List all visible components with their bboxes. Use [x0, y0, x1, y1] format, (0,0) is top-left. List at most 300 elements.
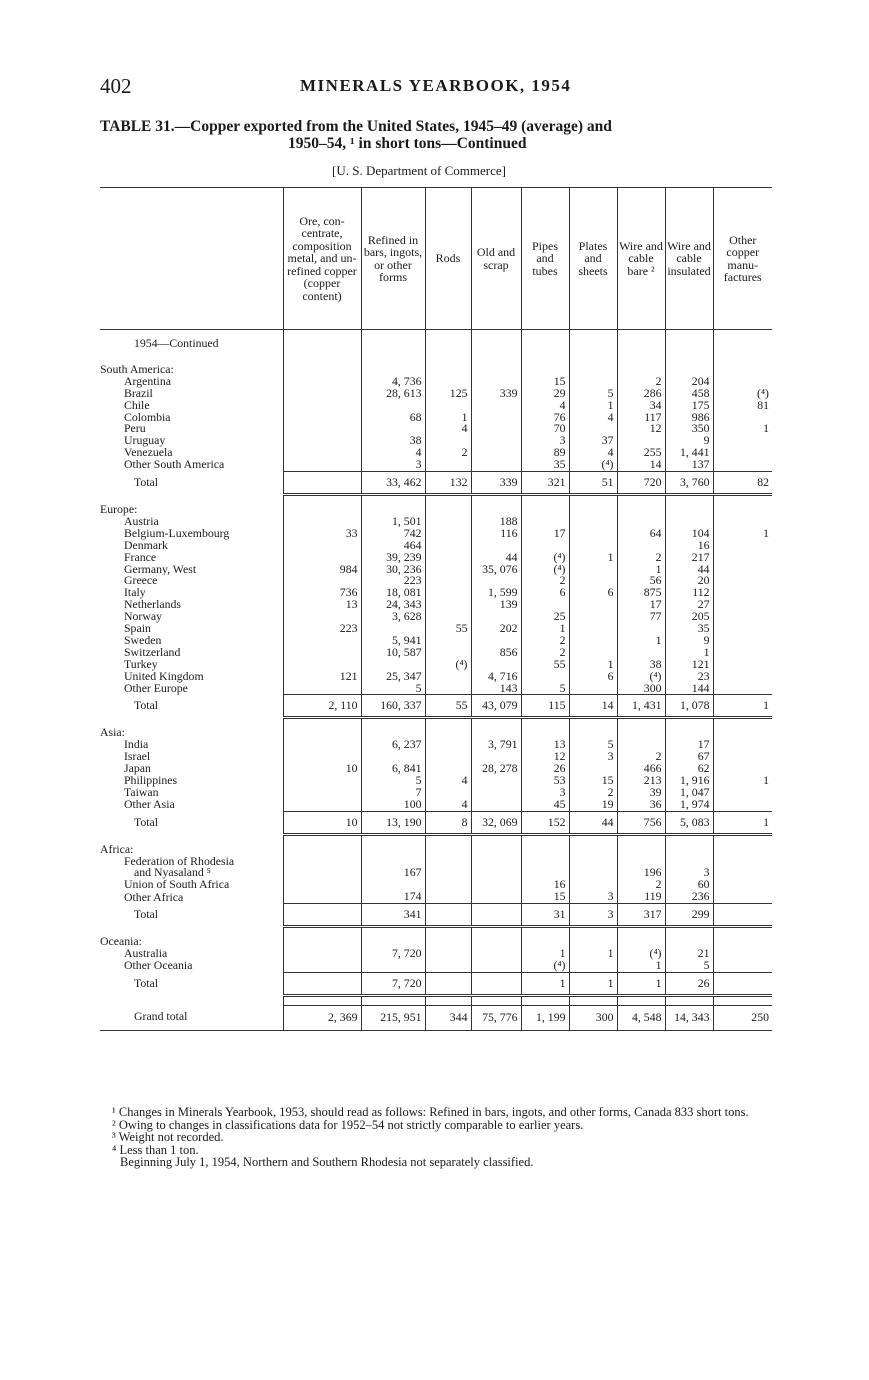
data-cell: 1, 599: [471, 587, 521, 599]
data-cell: [569, 540, 617, 552]
total-cell: [425, 972, 471, 995]
data-cell: 9: [665, 635, 713, 647]
column-header-plates-sheets: Plates and sheets: [569, 188, 617, 330]
data-cell: [425, 540, 471, 552]
data-cell: 202: [471, 623, 521, 635]
region-heading: Asia:: [100, 727, 125, 740]
data-cell: 121: [665, 659, 713, 671]
table-row: [100, 516, 772, 528]
data-cell: 2: [521, 635, 569, 647]
data-cell: [425, 683, 471, 695]
data-cell: [713, 376, 772, 388]
table-row: [100, 376, 772, 388]
data-cell: 5: [665, 960, 713, 972]
data-cell: [425, 739, 471, 751]
data-cell: 1, 916: [665, 775, 713, 787]
data-cell: 6: [569, 587, 617, 599]
grand-total-label: Grand total: [100, 1005, 283, 1030]
data-cell: [425, 575, 471, 587]
data-cell: 464: [361, 540, 425, 552]
data-cell: [361, 400, 425, 412]
grand-total-cell: 2, 369: [283, 1005, 361, 1030]
empty-cell: [521, 364, 569, 376]
data-cell: [521, 867, 569, 879]
table-row: [100, 575, 772, 587]
data-cell: [283, 775, 361, 787]
table-row: [100, 787, 772, 799]
spacer-cell: [361, 350, 425, 364]
data-cell: 64: [617, 528, 665, 540]
empty-cell: [713, 844, 772, 856]
data-cell: 28, 278: [471, 763, 521, 775]
table-row: [100, 435, 772, 447]
data-cell: [569, 763, 617, 775]
data-cell: 26: [521, 763, 569, 775]
data-cell: 3, 628: [361, 611, 425, 623]
data-cell: (⁴): [713, 388, 772, 400]
data-cell: [283, 423, 361, 435]
data-cell: (⁴): [569, 459, 617, 471]
data-cell: [471, 459, 521, 471]
data-cell: [425, 856, 471, 868]
data-cell: 45: [521, 799, 569, 811]
table-row: [100, 400, 772, 412]
empty-cell: [361, 338, 425, 350]
spacer-cell: [471, 995, 521, 1005]
table-row: [100, 459, 772, 471]
total-cell: 7, 720: [361, 972, 425, 995]
spacer-cell: [283, 995, 361, 1005]
table-row: [100, 564, 772, 576]
table-row: [100, 528, 772, 540]
table-row: [100, 739, 772, 751]
data-cell: 139: [471, 599, 521, 611]
spacer-cell: [617, 718, 665, 728]
spacer-cell: [361, 995, 425, 1005]
table-row: [100, 611, 772, 623]
data-cell: 15: [521, 376, 569, 388]
spacer-cell: [569, 927, 617, 937]
data-cell: [471, 540, 521, 552]
total-label: Total: [134, 814, 159, 829]
spacer-cell: [425, 927, 471, 937]
total-cell: 720: [617, 472, 665, 495]
data-cell: [283, 867, 361, 879]
spacer-cell: [569, 330, 617, 339]
table-row: [100, 540, 772, 552]
table-row: [100, 891, 772, 903]
total-cell: 3, 760: [665, 472, 713, 495]
data-cell: [569, 575, 617, 587]
country-label: Sweden: [124, 634, 162, 647]
data-cell: (⁴): [521, 552, 569, 564]
data-cell: 16: [521, 879, 569, 891]
spacer-cell: [713, 927, 772, 937]
data-cell: 4: [569, 412, 617, 424]
spacer-cell: [569, 718, 617, 728]
table-row: [100, 623, 772, 635]
spacer-cell: [100, 834, 283, 844]
total-cell: 32, 069: [471, 811, 521, 834]
data-cell: [713, 948, 772, 960]
total-cell: 317: [617, 904, 665, 927]
total-cell: 115: [521, 695, 569, 718]
data-cell: 205: [665, 611, 713, 623]
data-cell: [283, 552, 361, 564]
empty-cell: [569, 338, 617, 350]
data-cell: [361, 623, 425, 635]
data-cell: [283, 388, 361, 400]
data-cell: 68: [361, 412, 425, 424]
data-cell: 10: [283, 763, 361, 775]
data-cell: 2: [521, 647, 569, 659]
data-cell: 62: [665, 763, 713, 775]
table-row: [100, 799, 772, 811]
table-row: [100, 948, 772, 960]
data-cell: [713, 763, 772, 775]
data-cell: 1, 501: [361, 516, 425, 528]
section-heading-row: [100, 338, 772, 350]
data-cell: [471, 659, 521, 671]
data-cell: 2: [617, 552, 665, 564]
data-cell: [361, 856, 425, 868]
data-cell: 1: [617, 564, 665, 576]
empty-cell: [283, 338, 361, 350]
region-heading-row: [100, 364, 772, 376]
country-label: Norway: [124, 611, 163, 624]
page-number: 402: [100, 74, 132, 98]
data-cell: 286: [617, 388, 665, 400]
data-cell: 2: [617, 376, 665, 388]
spacer-cell: [617, 330, 665, 339]
data-cell: [569, 683, 617, 695]
data-cell: [425, 948, 471, 960]
grand-total-cell: 250: [713, 1005, 772, 1030]
total-cell: 1: [521, 972, 569, 995]
data-cell: 77: [617, 611, 665, 623]
data-cell: [471, 611, 521, 623]
data-cell: (⁴): [617, 671, 665, 683]
data-cell: [361, 960, 425, 972]
country-label: Philippines: [124, 775, 178, 787]
spacer-cell: [521, 927, 569, 937]
data-cell: 10, 587: [361, 647, 425, 659]
data-cell: [713, 647, 772, 659]
data-cell: [425, 564, 471, 576]
spacer-cell: [471, 494, 521, 504]
spacer-cell: [100, 927, 283, 937]
data-cell: (⁴): [425, 659, 471, 671]
data-cell: 35, 076: [471, 564, 521, 576]
data-cell: [713, 671, 772, 683]
spacer-cell: [361, 927, 425, 937]
region-heading-row: [100, 936, 772, 948]
total-cell: [713, 904, 772, 927]
data-cell: [425, 647, 471, 659]
data-cell: 121: [283, 671, 361, 683]
data-cell: 2: [425, 447, 471, 459]
data-cell: [713, 599, 772, 611]
data-cell: 15: [521, 891, 569, 903]
country-label: Denmark: [124, 539, 168, 552]
data-cell: 196: [617, 867, 665, 879]
data-cell: [617, 516, 665, 528]
data-cell: 986: [665, 412, 713, 424]
data-cell: [713, 552, 772, 564]
spacer-cell: [100, 995, 283, 1005]
empty-cell: [425, 364, 471, 376]
data-cell: 20: [665, 575, 713, 587]
data-cell: [425, 435, 471, 447]
spacer-row: [100, 494, 772, 504]
total-cell: 339: [471, 472, 521, 495]
total-label: Total: [134, 907, 159, 922]
table-row: [100, 388, 772, 400]
empty-cell: [569, 504, 617, 516]
country-label: Chile: [124, 399, 150, 412]
data-cell: 4: [425, 423, 471, 435]
data-cell: [425, 599, 471, 611]
table-row: [100, 960, 772, 972]
data-cell: [569, 564, 617, 576]
total-cell: [471, 904, 521, 927]
data-cell: 3: [569, 891, 617, 903]
data-cell: 27: [665, 599, 713, 611]
data-cell: (⁴): [521, 564, 569, 576]
spacer-row: [100, 995, 772, 1005]
data-cell: [283, 787, 361, 799]
data-cell: 1: [521, 623, 569, 635]
spacer-cell: [617, 494, 665, 504]
data-cell: [521, 540, 569, 552]
data-cell: 3, 791: [471, 739, 521, 751]
empty-cell: [617, 364, 665, 376]
empty-cell: [521, 338, 569, 350]
footnote-1: ¹ Changes in Minerals Yearbook, 1953, should read as follows: Refined in bars, ingots, and other forms, Canada 833 short tons.: [112, 1105, 749, 1119]
data-cell: 6, 841: [361, 763, 425, 775]
spacer-cell: [569, 350, 617, 364]
data-cell: [713, 611, 772, 623]
spacer-cell: [361, 834, 425, 844]
data-cell: 2: [617, 879, 665, 891]
data-cell: 736: [283, 587, 361, 599]
empty-cell: [283, 364, 361, 376]
grand-total-cell: 215, 951: [361, 1005, 425, 1030]
data-cell: [283, 435, 361, 447]
spacer-cell: [471, 718, 521, 728]
spacer-cell: [569, 834, 617, 844]
data-cell: 15: [569, 775, 617, 787]
data-cell: 2: [617, 751, 665, 763]
empty-cell: [361, 364, 425, 376]
data-cell: [425, 376, 471, 388]
data-cell: 4, 736: [361, 376, 425, 388]
data-cell: [569, 516, 617, 528]
table-row: [100, 412, 772, 424]
spacer-cell: [569, 995, 617, 1005]
data-cell: [283, 400, 361, 412]
data-cell: [425, 960, 471, 972]
data-cell: [713, 867, 772, 879]
data-cell: 4: [425, 775, 471, 787]
data-cell: 1: [569, 552, 617, 564]
data-cell: 53: [521, 775, 569, 787]
total-label: Total: [134, 698, 159, 713]
total-row: [100, 472, 772, 495]
data-cell: 35: [665, 623, 713, 635]
empty-cell: [471, 504, 521, 516]
data-cell: [283, 647, 361, 659]
table-source: [U. S. Department of Commerce]: [332, 163, 507, 178]
data-cell: 24, 343: [361, 599, 425, 611]
empty-cell: [283, 936, 361, 948]
spacer-cell: [665, 718, 713, 728]
table-row: [100, 775, 772, 787]
total-cell: [283, 904, 361, 927]
empty-cell: [713, 504, 772, 516]
data-cell: [361, 659, 425, 671]
data-cell: [617, 623, 665, 635]
data-cell: [425, 879, 471, 891]
data-cell: 5: [521, 683, 569, 695]
data-cell: 9: [665, 435, 713, 447]
data-cell: [713, 751, 772, 763]
empty-cell: [425, 844, 471, 856]
data-cell: [471, 787, 521, 799]
data-cell: 100: [361, 799, 425, 811]
data-cell: [713, 412, 772, 424]
data-cell: [713, 960, 772, 972]
data-cell: [283, 856, 361, 868]
data-cell: 12: [521, 751, 569, 763]
data-cell: 17: [521, 528, 569, 540]
country-label: Italy: [124, 587, 146, 600]
country-label: Uruguay: [124, 435, 166, 448]
empty-cell: [569, 844, 617, 856]
country-label: Other South America: [124, 459, 225, 472]
total-cell: [713, 972, 772, 995]
copper-exports-table: [100, 187, 772, 1031]
spacer-cell: [665, 330, 713, 339]
data-cell: [665, 516, 713, 528]
spacer-cell: [569, 494, 617, 504]
data-cell: 1: [425, 412, 471, 424]
data-cell: [713, 447, 772, 459]
data-cell: 458: [665, 388, 713, 400]
data-cell: 1: [569, 948, 617, 960]
data-cell: [425, 528, 471, 540]
total-cell: 1, 431: [617, 695, 665, 718]
region-heading-row: [100, 504, 772, 516]
column-header-other: Other copper manufactures: [713, 188, 772, 330]
data-cell: 339: [471, 388, 521, 400]
spacer-cell: [713, 330, 772, 339]
data-cell: 7: [361, 787, 425, 799]
region-heading: Europe:: [100, 503, 138, 516]
country-label: Japan: [124, 763, 151, 775]
data-cell: [283, 659, 361, 671]
spacer-cell: [665, 995, 713, 1005]
country-label: and Nyasaland ⁵: [134, 867, 211, 880]
data-cell: [569, 623, 617, 635]
data-cell: 350: [665, 423, 713, 435]
country-label: Brazil: [124, 387, 153, 400]
country-label: France: [124, 551, 157, 564]
empty-cell: [425, 338, 471, 350]
total-cell: 44: [569, 811, 617, 834]
table-row: [100, 856, 772, 868]
data-cell: 6: [521, 587, 569, 599]
data-cell: 137: [665, 459, 713, 471]
data-cell: 5, 941: [361, 635, 425, 647]
country-label: Turkey: [124, 658, 158, 671]
spacer-cell: [361, 718, 425, 728]
table-row: [100, 671, 772, 683]
empty-cell: [617, 338, 665, 350]
data-cell: 34: [617, 400, 665, 412]
spacer-cell: [665, 927, 713, 937]
empty-cell: [665, 936, 713, 948]
total-label: Total: [134, 975, 159, 990]
data-cell: 55: [521, 659, 569, 671]
data-cell: 19: [569, 799, 617, 811]
country-label: Other Asia: [124, 798, 175, 812]
data-cell: [617, 647, 665, 659]
data-cell: 175: [665, 400, 713, 412]
data-cell: 60: [665, 879, 713, 891]
data-cell: 1: [617, 635, 665, 647]
data-cell: 1, 441: [665, 447, 713, 459]
table-row: [100, 647, 772, 659]
data-cell: 38: [617, 659, 665, 671]
data-cell: [283, 459, 361, 471]
data-cell: [283, 635, 361, 647]
total-cell: 160, 337: [361, 695, 425, 718]
data-cell: [471, 376, 521, 388]
total-cell: [283, 472, 361, 495]
spacer-cell: [617, 927, 665, 937]
footnotes: [100, 1106, 780, 1169]
total-cell: 299: [665, 904, 713, 927]
spacer-cell: [283, 350, 361, 364]
table-body: [100, 330, 772, 1031]
data-cell: [713, 623, 772, 635]
empty-cell: [425, 727, 471, 739]
spacer-row: [100, 718, 772, 728]
table-row: [100, 683, 772, 695]
column-header-old-scrap: Old and scrap: [471, 188, 521, 330]
footnote-4: ⁴ Less than 1 ton.: [112, 1142, 199, 1157]
spacer-row: [100, 834, 772, 844]
total-row: [100, 811, 772, 834]
empty-cell: [521, 936, 569, 948]
empty-cell: [617, 936, 665, 948]
spacer-cell: [521, 350, 569, 364]
data-cell: [521, 856, 569, 868]
empty-cell: [665, 727, 713, 739]
total-cell: 2, 110: [283, 695, 361, 718]
data-cell: [713, 635, 772, 647]
data-cell: 1: [521, 948, 569, 960]
spacer-cell: [713, 834, 772, 844]
data-cell: [425, 671, 471, 683]
empty-cell: [665, 504, 713, 516]
table-title: [100, 118, 780, 152]
country-label: Other Europe: [124, 682, 188, 695]
data-cell: 1: [713, 528, 772, 540]
table-header-row: [100, 188, 772, 330]
data-cell: [617, 739, 665, 751]
